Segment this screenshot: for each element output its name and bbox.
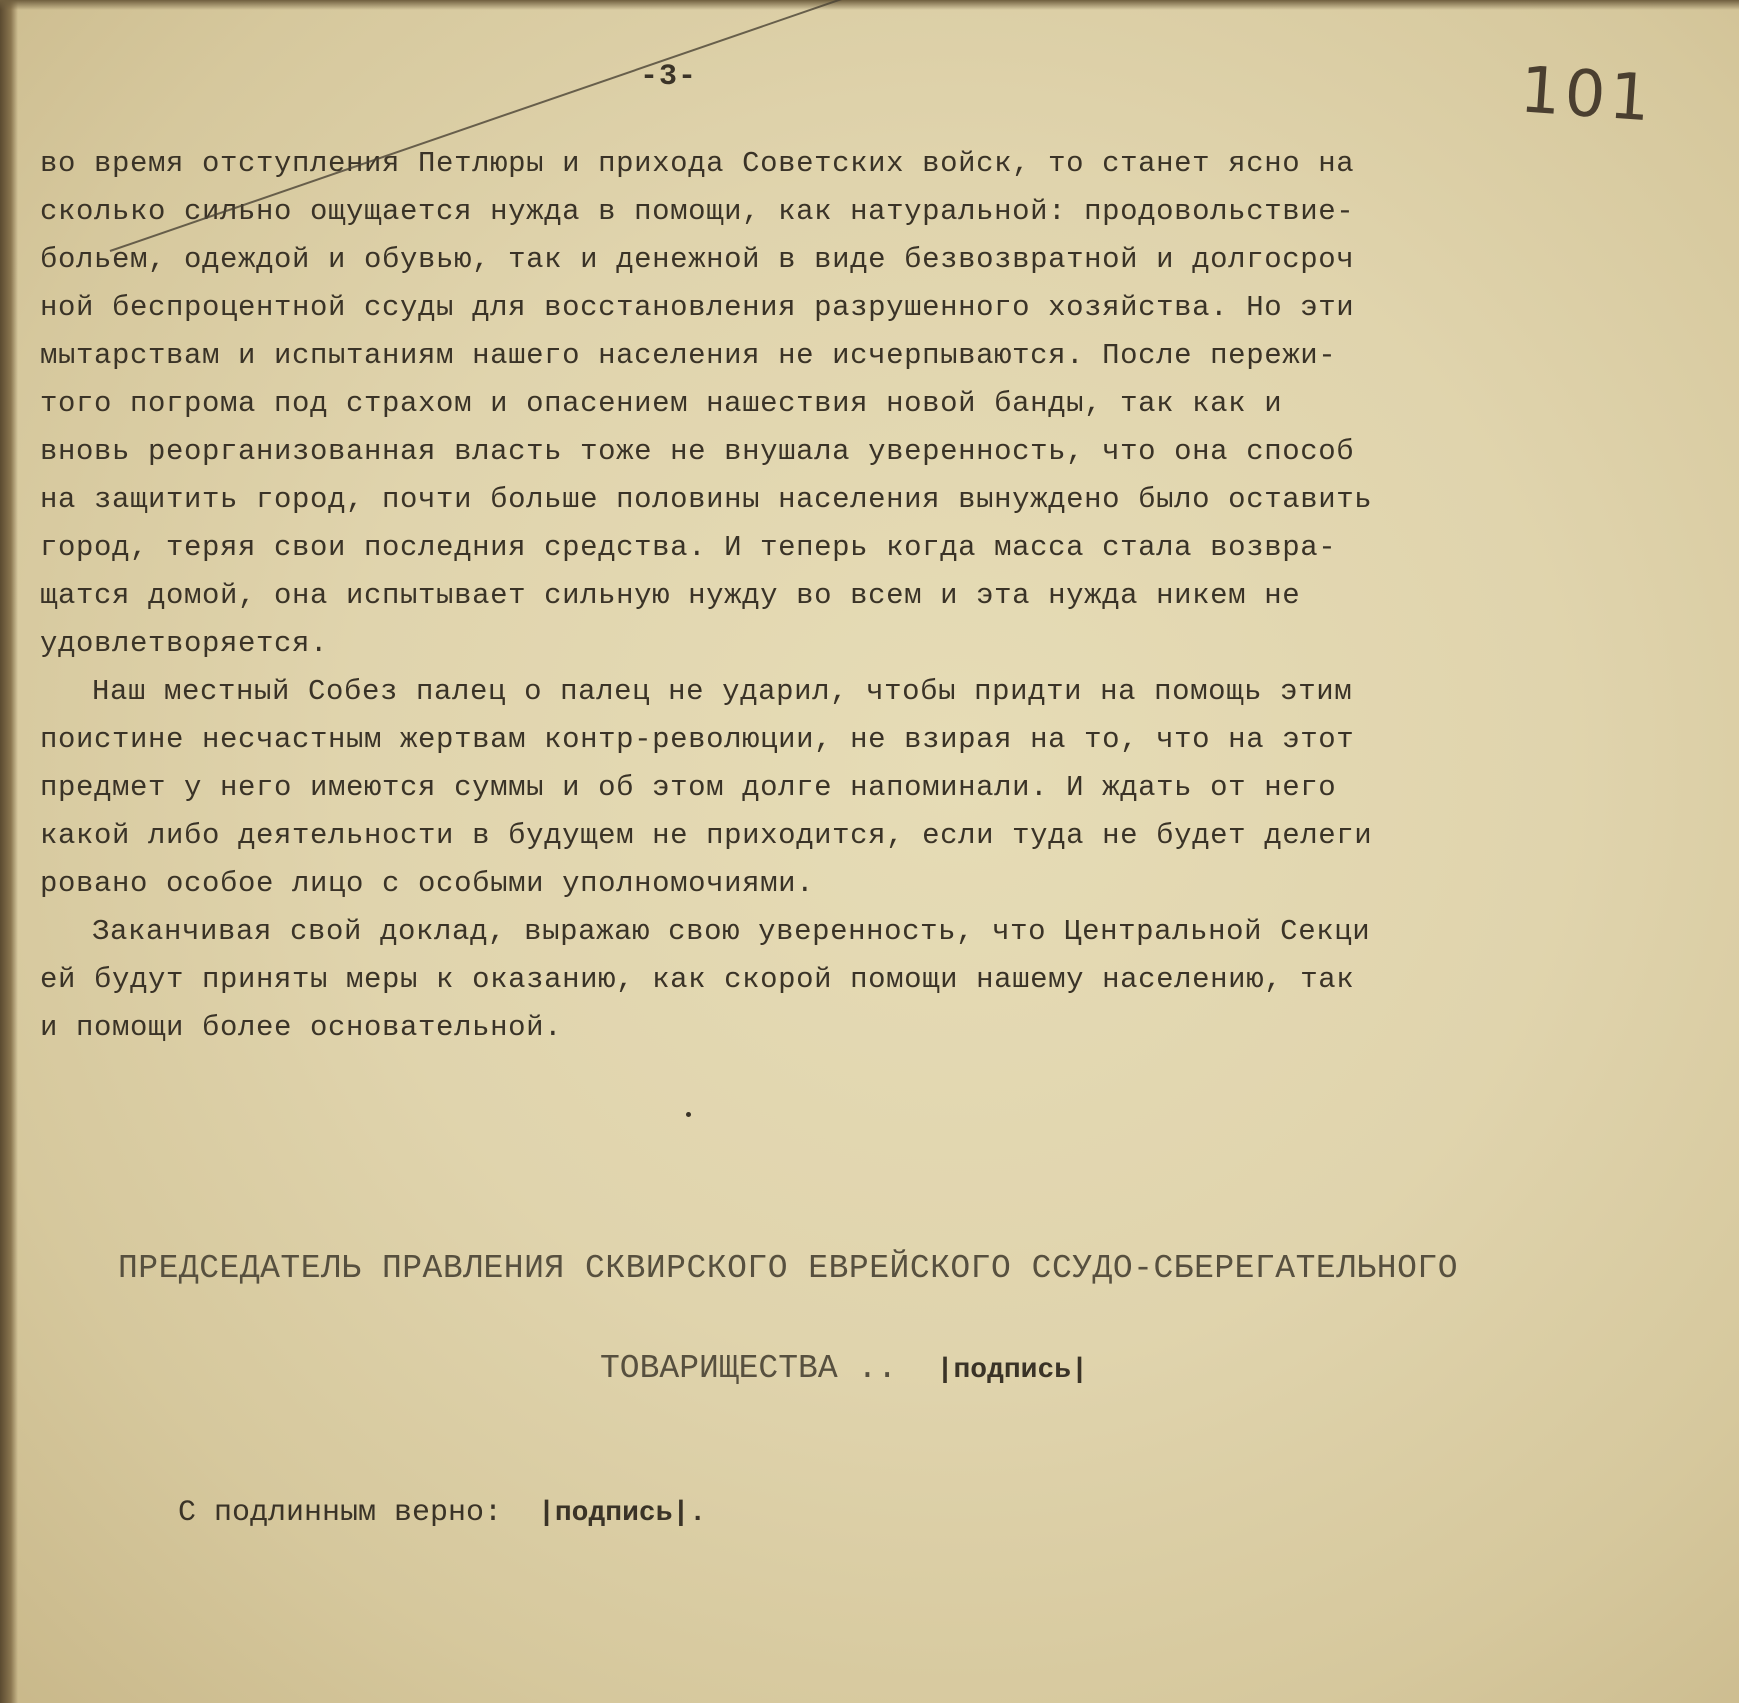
body-line: Наш местный Собез палец о палец не ударил, чтобы придти на помощь этим bbox=[92, 675, 1353, 708]
signature-placeholder: |подпись| bbox=[936, 1355, 1088, 1386]
page-top-shadow bbox=[0, 0, 1739, 10]
body-line: город, теряя свои последния средства. И теперь когда масса стала возвра- bbox=[40, 531, 1337, 564]
body-line: ровано особое лицо с особыми уполномочиями. bbox=[40, 867, 815, 900]
body-line: предмет у него имеются суммы и об этом долге напоминали. И ждать от него bbox=[40, 771, 1337, 804]
page-edge-shadow bbox=[0, 0, 18, 1703]
body-line: больем, одеждой и обувью, так и денежной в виде безвозвратной и долгосроч bbox=[40, 243, 1355, 276]
body-line: того погрома под страхом и опасением нашествия новой банды, так как и bbox=[40, 387, 1283, 420]
body-line: щатся домой, она испытывает сильную нужду во всем и эта нужда никем не bbox=[40, 579, 1301, 612]
certified-label: С подлинным верно: bbox=[178, 1496, 503, 1530]
body-line: удовлетворяется. bbox=[40, 627, 329, 660]
body-line: сколько сильно ощущается нужда в помощи, как натуральной: продовольствие- bbox=[40, 195, 1355, 228]
body-line: вновь реорганизованная власть тоже не внушала уверенность, что она способ bbox=[40, 435, 1355, 468]
body-line: Заканчивая свой доклад, выражаю свою уверенность, что Центральной Секци bbox=[92, 915, 1371, 948]
body-line: поистине несчастным жертвам контр-революции, не взирая на то, что на этот bbox=[40, 723, 1355, 756]
partnership-label: ТОВАРИЩЕСТВА .. bbox=[600, 1350, 898, 1387]
body-line: какой либо деятельности в будущем не приходится, если туда не будет делеги bbox=[40, 819, 1373, 852]
report-body bbox=[40, 140, 1700, 1052]
certified-line bbox=[178, 1496, 1739, 1530]
body-line: ной беспроцентной ссуды для восстановления разрушенного хозяйства. Но эти bbox=[40, 291, 1355, 324]
body-line: мытарствам и испытаниям нашего населения не исчерпываются. После пережи- bbox=[40, 339, 1337, 372]
archive-folio-number: 101 bbox=[1517, 53, 1657, 137]
ink-dot bbox=[686, 1112, 691, 1117]
body-line: на защитить город, почти больше половины населения вынуждено было оставить bbox=[40, 483, 1373, 516]
partnership-line bbox=[600, 1350, 1739, 1387]
certified-signature-placeholder: |подпись|. bbox=[538, 1498, 707, 1529]
body-line: во время отступления Петлюры и прихода Советских войск, то станет ясно на bbox=[40, 147, 1355, 180]
body-line: ей будут приняты меры к оказанию, как скорой помощи нашему населению, так bbox=[40, 963, 1355, 996]
page-number: -3- bbox=[640, 60, 698, 94]
body-line: и помощи более основательной. bbox=[40, 1011, 563, 1044]
chairman-title: ПРЕДСЕДАТЕЛЬ ПРАВЛЕНИЯ СКВИРСКОГО ЕВРЕЙСКОГО ССУДО-СБЕРЕГАТЕЛЬНОГО bbox=[118, 1250, 1459, 1287]
